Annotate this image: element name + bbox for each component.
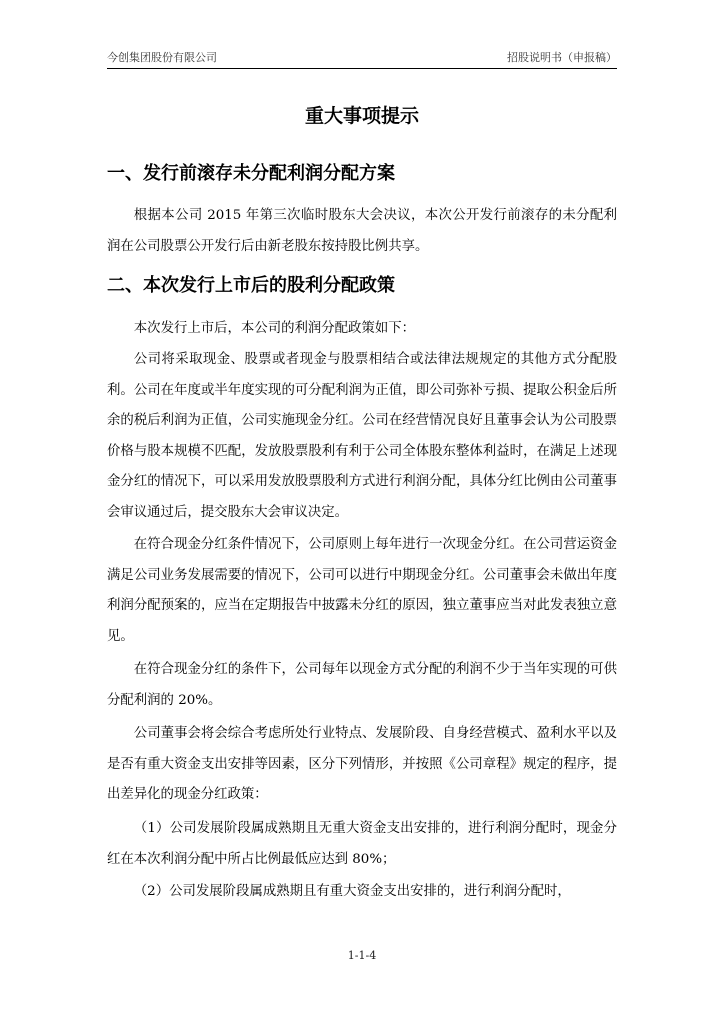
page-number: 1-1-4: [347, 949, 377, 962]
section-2-paragraph-2: 公司将采取现金、股票或者现金与股票相结合或法律法规规定的其他方式分配股利。公司在年度或半年度实现的可分配利润为正值，即公司弥补亏损、提取公积金后所余的税后利润为正值，公司实施现金分红。公司在经营情况良好且董事会认为公司股票价格与股本规模不匹配，发放股票股利有利于公司全体股东整体利益时，在满足上述现金分红的情况下，可以采用发放股票股利方式进行利润分配，具体分红比例由公司董事会审议通过后，提交股东大会审议决定。: [107, 352, 617, 520]
header-divider: [107, 68, 617, 69]
header-document-type: 招股说明书（申报稿）: [507, 51, 617, 64]
section-1-paragraph-1: 根据本公司 2015 年第三次临时股东大会决议，本次公开发行前滚存的未分配利润在公司股票公开发行后由新老股东按持股比例共享。: [107, 208, 617, 254]
section-2-paragraph-3: 在符合现金分红条件情况下，公司原则上每年进行一次现金分红。在公司营运资金满足公司业务发展需要的情况下，公司可以进行中期现金分红。公司董事会未做出年度利润分配预案的，应当在定期报告中披露未分红的原因，独立董事应当对此发表独立意见。: [107, 537, 617, 644]
section-2-paragraph-5: 公司董事会将会综合考虑所处行业特点、发展阶段、自身经营模式、盈利水平以及是否有重大资金支出安排等因素，区分下列情形，并按照《公司章程》规定的程序，提出差异化的现金分红政策：: [107, 726, 617, 802]
section-2-paragraph-4: 在符合现金分红的条件下，公司每年以现金方式分配的利润不少于当年实现的可供分配利润的 20%。: [107, 662, 617, 708]
section-2-heading: 二、本次发行上市后的股利分配政策: [107, 275, 395, 296]
section-1-heading: 一、发行前滚存未分配利润分配方案: [107, 163, 395, 184]
page-title: 重大事项提示: [304, 105, 419, 127]
section-2-paragraph-1: 本次发行上市后，本公司的利润分配政策如下：: [133, 321, 415, 336]
section-2-paragraph-7: （2）公司发展阶段属成熟期且有重大资金支出安排的，进行利润分配时，: [133, 884, 571, 899]
header-company-name: 今创集团股份有限公司: [107, 51, 217, 64]
section-2-paragraph-6: （1）公司发展阶段属成熟期且无重大资金支出安排的，进行利润分配时，现金分红在本次利润分配中所占比例最低应达到 80%；: [107, 821, 617, 867]
